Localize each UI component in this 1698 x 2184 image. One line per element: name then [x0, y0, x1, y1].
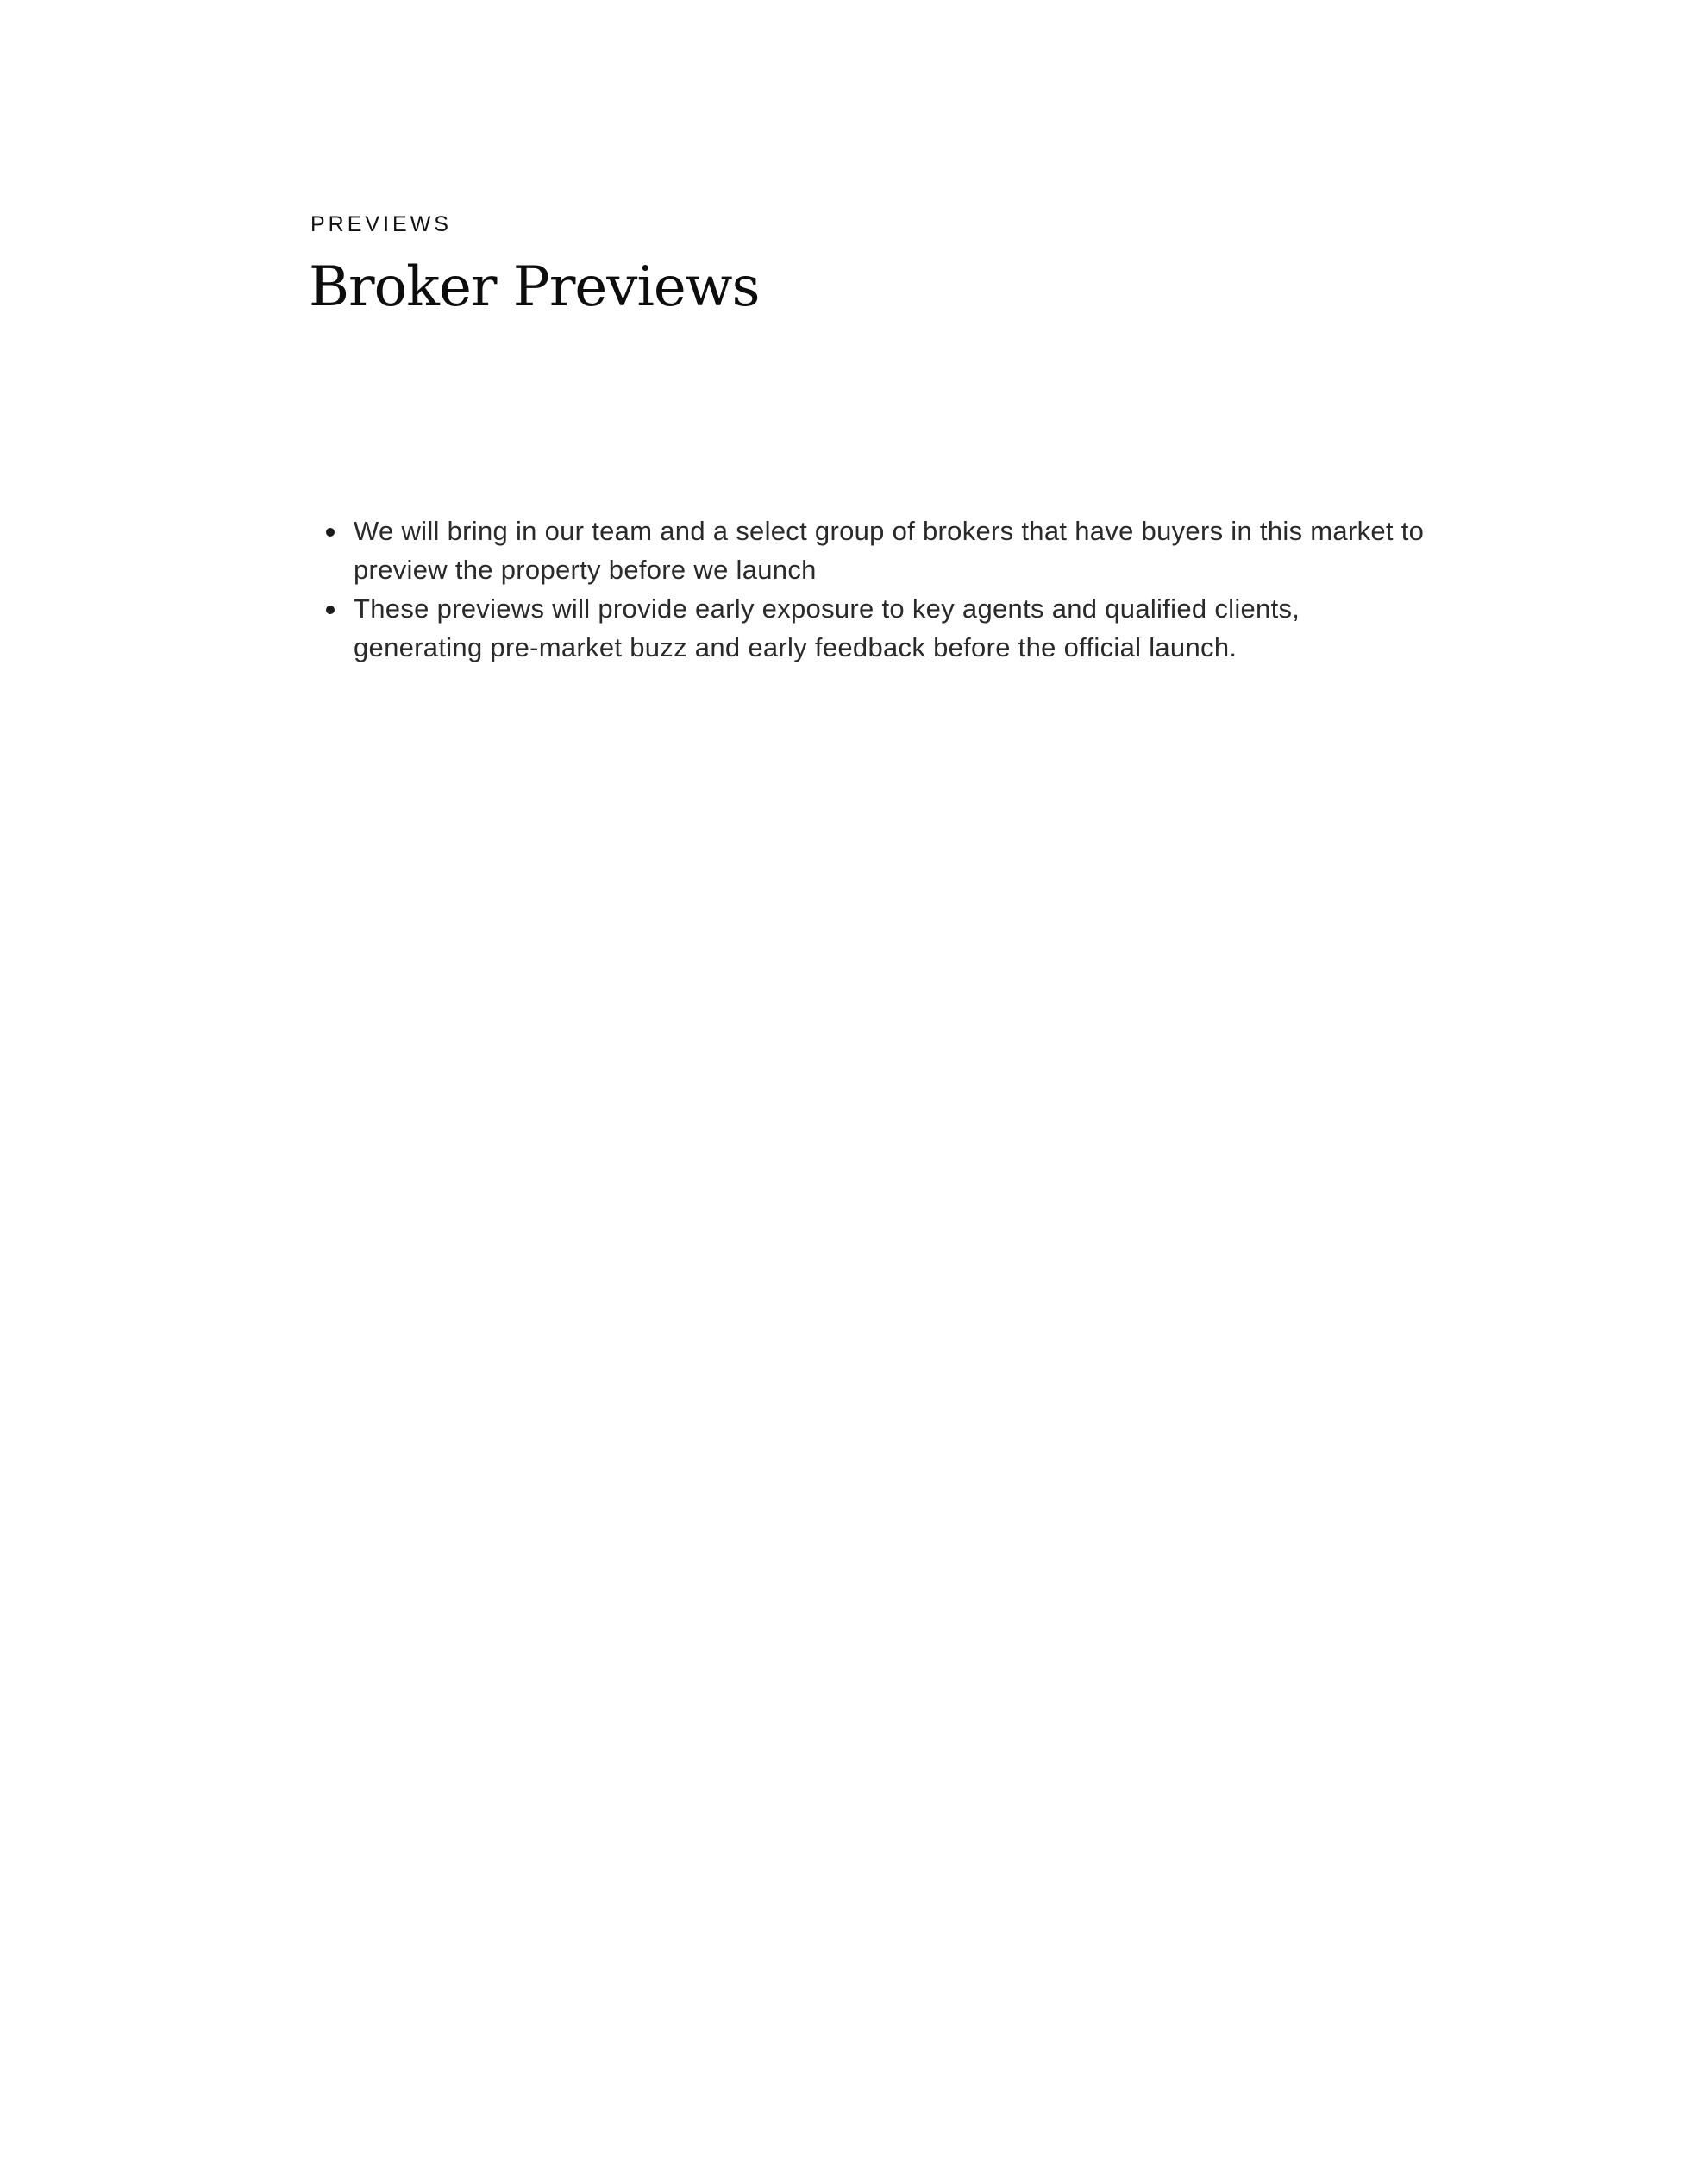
page-title: Broker Previews — [309, 255, 760, 319]
section-eyebrow: PREVIEWS — [310, 212, 452, 236]
list-item — [310, 511, 1432, 589]
list-item — [310, 589, 1432, 667]
list-item-text: These previews will provide early exposure to key agents and qualified clients, generating pre-market buzz and early feedback before the official launch. — [354, 593, 1300, 662]
bullet-icon — [326, 606, 335, 614]
list-item-text: We will bring in our team and a select group of brokers that have buyers in this market to preview the property before we launch — [354, 516, 1425, 585]
bullet-list — [310, 511, 1432, 667]
bullet-icon — [326, 528, 335, 537]
